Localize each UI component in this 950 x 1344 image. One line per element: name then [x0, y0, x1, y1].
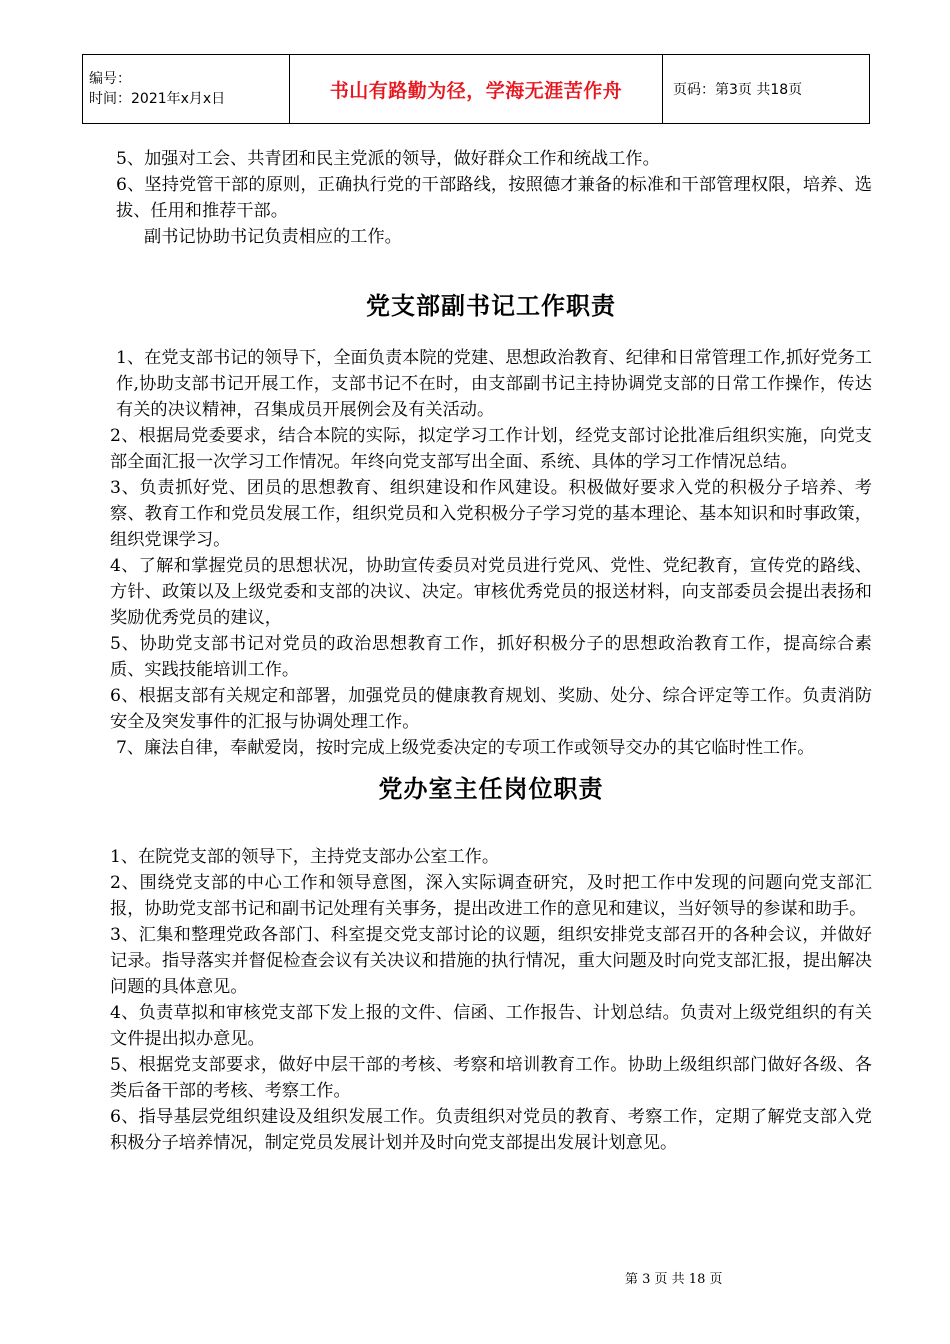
- list-item: 3、负责抓好党、团员的思想教育、组织建设和作风建设。积极做好要求入党的积极分子培养、考察、教育工作和党员发展工作，组织党员和入党积极分子学习党的基本理论、基本知识和时事政策，组织党课学习。: [110, 478, 872, 550]
- intro-paragraph: 6、坚持党管干部的原则，正确执行党的干部路线，按照德才兼备的标准和干部管理权限，培养、选拔、任用和推荐干部。: [116, 175, 872, 221]
- section-title-office-director: 党办室主任岗位职责: [378, 774, 604, 803]
- intro-paragraph: 副书记协助书记负责相应的工作。: [144, 227, 402, 247]
- section-title-deputy-secretary: 党支部副书记工作职责: [366, 291, 616, 320]
- list-item: 5、协助党支部书记对党员的政治思想教育工作，抓好积极分子的思想政治教育工作，提高综合素质、实践技能培训工作。: [110, 634, 872, 680]
- list-item: 2、根据局党委要求，结合本院的实际，拟定学习工作计划，经党支部讨论批准后组织实施，向党支部全面汇报一次学习工作情况。年终向党支部写出全面、系统、具体的学习工作情况总结。: [110, 426, 872, 472]
- intro-paragraph: 5、加强对工会、共青团和民主党派的领导，做好群众工作和统战工作。: [116, 149, 660, 169]
- list-item: 2、围绕党支部的中心工作和领导意图，深入实际调查研究，及时把工作中发现的问题向党支部汇报，协助党支部书记和副书记处理有关事务，提出改进工作的意见和建议，当好领导的参谋和助手。: [110, 873, 872, 919]
- page-footer: 第 3 页 共 18 页: [625, 1272, 723, 1287]
- list-item: 1、在党支部书记的领导下，全面负责本院的党建、思想政治教育、纪律和日常管理工作,抓好党务工作,协助支部书记开展工作，支部书记不在时，由支部副书记主持协调党支部的日常工作操作，传达有关的决议精神，召集成员开展例会及有关活动。: [116, 348, 872, 420]
- list-item: 6、指导基层党组织建设及组织发展工作。负责组织对党员的教育、考察工作，定期了解党支部入党积极分子培养情况，制定党员发展计划并及时向党支部提出发展计划意见。: [110, 1107, 872, 1153]
- list-item: 4、负责草拟和审核党支部下发上报的文件、信函、工作报告、计划总结。负责对上级党组织的有关文件提出拟办意见。: [110, 1003, 872, 1049]
- header-motto: 书山有路勤为径，学海无涯苦作舟: [290, 55, 663, 124]
- list-item: 7、廉法自律，奉献爱岗，按时完成上级党委决定的专项工作或领导交办的其它临时性工作。: [116, 738, 815, 758]
- list-item: 5、根据党支部要求，做好中层干部的考核、考察和培训教育工作。协助上级组织部门做好各级、各类后备干部的考核、考察工作。: [110, 1055, 872, 1101]
- document-time-label: 时间：2021年x月x日: [89, 91, 226, 107]
- header-page-info: 页码：第3页 共18页: [663, 55, 870, 124]
- document-header: [82, 54, 870, 124]
- list-item: 3、汇集和整理党政各部门、科室提交党支部讨论的议题，组织安排党支部召开的各种会议，并做好记录。指导落实并督促检查会议有关决议和措施的执行情况，重大问题及时向党支部汇报，提出解决问题的具体意见。: [110, 925, 872, 997]
- list-item: 1、在院党支部的领导下，主持党支部办公室工作。: [110, 847, 500, 867]
- list-item: 4、了解和掌握党员的思想状况，协助宣传委员对党员进行党风、党性、党纪教育，宣传党的路线、方针、政策以及上级党委和支部的决议、决定。审核优秀党员的报送材料，向支部委员会提出表扬和奖励优秀党员的建议，: [110, 556, 872, 628]
- document-number-label: 编号：: [89, 71, 131, 87]
- header-meta-cell: [83, 55, 290, 124]
- list-item: 6、根据支部有关规定和部署，加强党员的健康教育规划、奖励、处分、综合评定等工作。负责消防安全及突发事件的汇报与协调处理工作。: [110, 686, 872, 732]
- document-body: [110, 146, 872, 1156]
